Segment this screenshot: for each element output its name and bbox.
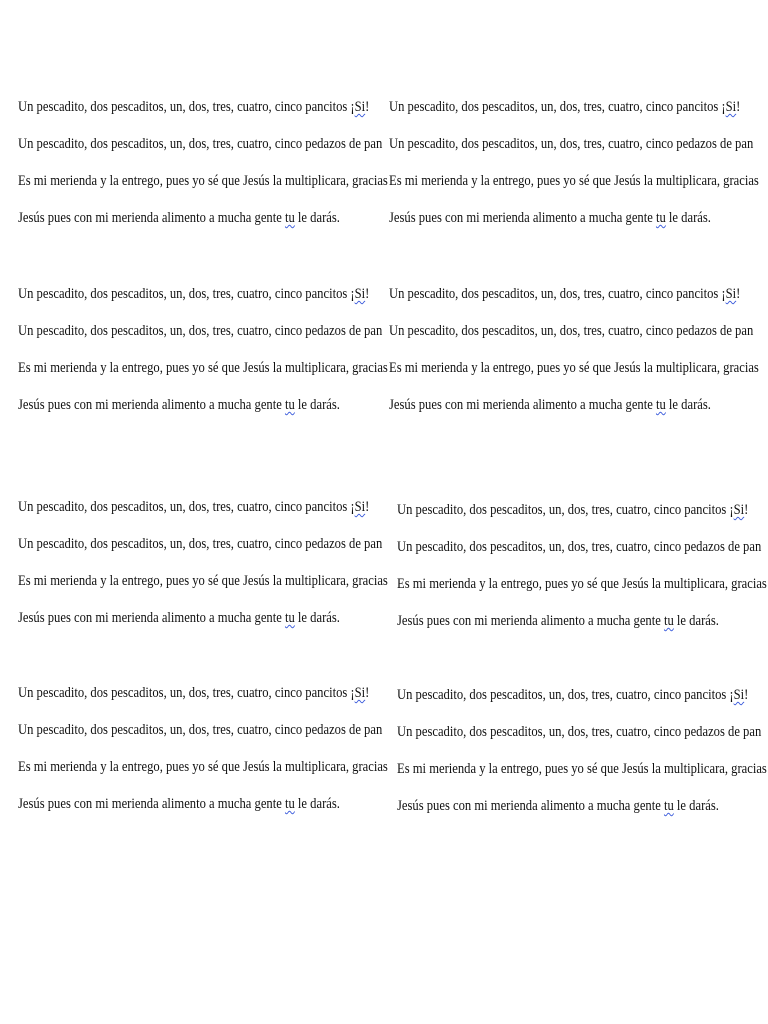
lyric-line-2: Un pescadito, dos pescaditos, un, dos, tres, cuatro, cinco pedazos de pan [397,539,762,555]
lyric-text: le darás. [665,210,711,226]
lyric-text: ! [365,685,370,701]
lyric-text: le darás. [673,798,719,814]
spellcheck-flagged-word: tu [655,210,666,226]
lyric-line-3: Es mi merienda y la entrego, pues yo sé que Jesús la multiplicara, gracias [389,173,759,189]
spellcheck-flagged-word: Si [733,687,745,703]
lyric-line-3: Es mi merienda y la entrego, pues yo sé que Jesús la multiplicara, gracias [18,759,388,775]
lyric-line-1 [18,684,369,702]
lyric-text: le darás. [673,613,719,629]
spellcheck-flagged-word: Si [725,286,737,302]
lyric-line-2: Un pescadito, dos pescaditos, un, dos, tres, cuatro, cinco pedazos de pan [18,722,383,738]
lyric-line-4 [18,609,340,627]
lyric-text: Jesús pues con mi merienda alimento a mucha gente [389,397,656,413]
lyric-line-3: Es mi merienda y la entrego, pues yo sé que Jesús la multiplicara, gracias [18,360,388,376]
lyric-text: Un pescadito, dos pescaditos, un, dos, tres, cuatro, cinco pancitos ¡ [397,687,734,703]
lyric-text: ! [365,499,370,515]
lyric-text: Un pescadito, dos pescaditos, un, dos, tres, cuatro, cinco pancitos ¡ [18,685,355,701]
lyric-line-1 [18,498,369,516]
lyric-text: le darás. [294,610,340,626]
spellcheck-flagged-word: Si [354,99,366,115]
lyric-text: Jesús pues con mi merienda alimento a mucha gente [18,610,285,626]
lyric-text: Jesús pues con mi merienda alimento a mucha gente [18,796,285,812]
lyric-line-1 [18,98,369,116]
lyric-line-3: Es mi merienda y la entrego, pues yo sé que Jesús la multiplicara, gracias [18,173,388,189]
spellcheck-flagged-word: Si [354,286,366,302]
lyric-line-3: Es mi merienda y la entrego, pues yo sé que Jesús la multiplicara, gracias [18,573,388,589]
lyric-line-2: Un pescadito, dos pescaditos, un, dos, tres, cuatro, cinco pedazos de pan [18,536,383,552]
lyric-text: Jesús pues con mi merienda alimento a mucha gente [397,798,664,814]
spellcheck-flagged-word: Si [733,502,745,518]
lyric-text: Jesús pues con mi merienda alimento a mucha gente [18,397,285,413]
spellcheck-flagged-word: tu [663,798,674,814]
lyric-text: le darás. [294,796,340,812]
lyric-line-2: Un pescadito, dos pescaditos, un, dos, tres, cuatro, cinco pedazos de pan [389,323,754,339]
lyric-text: Jesús pues con mi merienda alimento a mucha gente [397,613,664,629]
lyric-text: ! [736,99,741,115]
lyric-text: Un pescadito, dos pescaditos, un, dos, tres, cuatro, cinco pancitos ¡ [18,499,355,515]
spellcheck-flagged-word: tu [284,397,295,413]
lyric-text: Un pescadito, dos pescaditos, un, dos, tres, cuatro, cinco pancitos ¡ [18,99,355,115]
lyric-line-1 [18,285,369,303]
spellcheck-flagged-word: tu [284,796,295,812]
lyric-line-1 [397,686,748,704]
spellcheck-flagged-word: tu [284,610,295,626]
lyric-line-4 [18,396,340,414]
lyric-line-2: Un pescadito, dos pescaditos, un, dos, tres, cuatro, cinco pedazos de pan [397,724,762,740]
lyric-text: Un pescadito, dos pescaditos, un, dos, tres, cuatro, cinco pancitos ¡ [18,286,355,302]
lyric-text: le darás. [665,397,711,413]
lyric-line-4 [397,797,719,815]
spellcheck-flagged-word: tu [284,210,295,226]
lyric-line-3: Es mi merienda y la entrego, pues yo sé que Jesús la multiplicara, gracias [389,360,759,376]
lyric-text: Un pescadito, dos pescaditos, un, dos, tres, cuatro, cinco pancitos ¡ [397,502,734,518]
lyric-text: Jesús pues con mi merienda alimento a mucha gente [389,210,656,226]
lyric-line-1 [397,501,748,519]
spellcheck-flagged-word: Si [354,685,366,701]
lyric-line-4 [18,209,340,227]
lyric-text: Jesús pues con mi merienda alimento a mucha gente [18,210,285,226]
lyric-text: ! [744,687,749,703]
spellcheck-flagged-word: Si [725,99,737,115]
lyric-line-2: Un pescadito, dos pescaditos, un, dos, tres, cuatro, cinco pedazos de pan [18,136,383,152]
spellcheck-flagged-word: tu [663,613,674,629]
lyric-text: ! [736,286,741,302]
lyric-line-1 [389,285,740,303]
lyric-line-3: Es mi merienda y la entrego, pues yo sé que Jesús la multiplicara, gracias [397,761,767,777]
spellcheck-flagged-word: Si [354,499,366,515]
lyric-text: ! [365,286,370,302]
lyric-line-1 [389,98,740,116]
lyric-line-2: Un pescadito, dos pescaditos, un, dos, tres, cuatro, cinco pedazos de pan [389,136,754,152]
lyric-line-4 [389,396,711,414]
lyric-text: le darás. [294,210,340,226]
lyric-line-2: Un pescadito, dos pescaditos, un, dos, tres, cuatro, cinco pedazos de pan [18,323,383,339]
lyric-line-3: Es mi merienda y la entrego, pues yo sé que Jesús la multiplicara, gracias [397,576,767,592]
lyric-text: Un pescadito, dos pescaditos, un, dos, tres, cuatro, cinco pancitos ¡ [389,286,726,302]
lyric-line-4 [397,612,719,630]
lyric-text: Un pescadito, dos pescaditos, un, dos, tres, cuatro, cinco pancitos ¡ [389,99,726,115]
lyric-line-4 [18,795,340,813]
lyric-line-4 [389,209,711,227]
spellcheck-flagged-word: tu [655,397,666,413]
lyric-text: ! [744,502,749,518]
lyric-text: le darás. [294,397,340,413]
lyric-text: ! [365,99,370,115]
